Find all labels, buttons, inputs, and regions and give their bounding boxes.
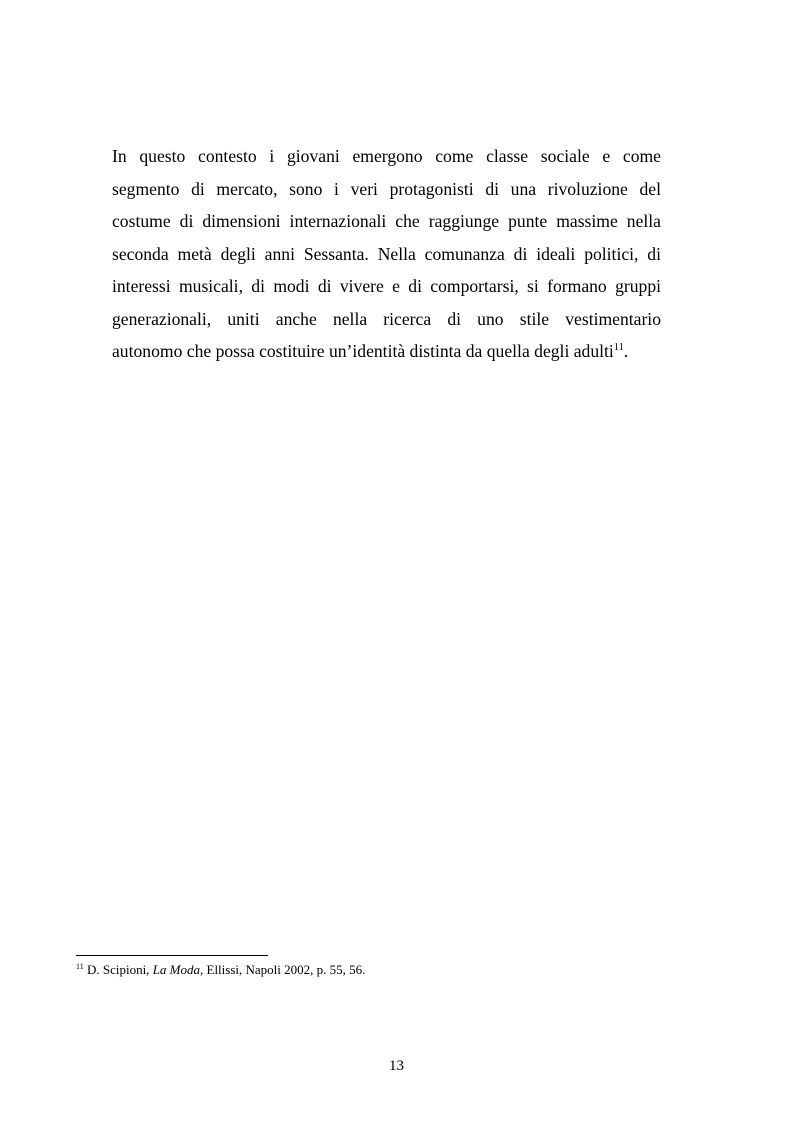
footnote-separator	[76, 955, 268, 956]
footnote	[76, 960, 365, 980]
paragraph-line: In questo contesto i giovani emergono come classe sociale e come	[112, 146, 661, 166]
paragraph-last-line	[112, 335, 661, 368]
paragraph-line: generazionali, uniti anche nella ricerca di uno stile vestimentario	[112, 308, 661, 329]
paragraph-line: costume di dimensioni internazionali che raggiunge punte massime nella	[112, 211, 661, 231]
footnote-title: La Moda	[152, 962, 200, 977]
paragraph-line: seconda metà degli anni Sessanta. Nella comunanza di ideali politici, di	[112, 243, 661, 264]
body-paragraph	[112, 140, 661, 368]
footnote-author: D. Scipioni,	[86, 962, 153, 977]
paragraph-line: interessi musicali, di modi di vivere e di comportarsi, si formano gruppi	[112, 276, 661, 296]
paragraph-line: segmento di mercato, sono i veri protagonisti di una rivoluzione del	[112, 178, 661, 199]
footnote-reference[interactable]: 11	[613, 342, 624, 353]
footnote-details: , Ellissi, Napoli 2002, p. 55, 56.	[200, 962, 366, 977]
footnote-number: 11	[76, 962, 84, 971]
paragraph-line-text: autonomo che possa costituire un’identità distinta da quella degli adulti	[112, 341, 614, 361]
page-number: 13	[389, 1058, 404, 1074]
final-punctuation: .	[623, 341, 629, 361]
